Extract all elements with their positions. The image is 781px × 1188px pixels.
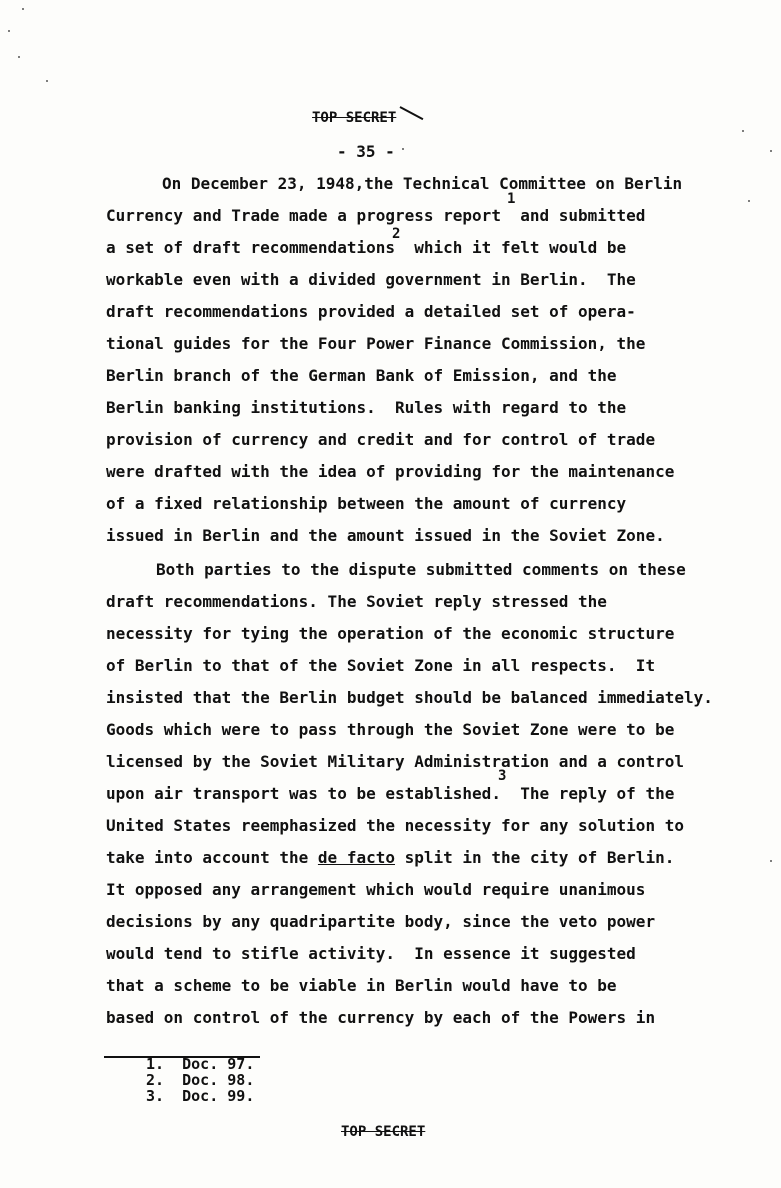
text-line: decisions by any quadripartite body, since the veto power [106, 912, 656, 931]
text-line: were drafted with the idea of providing for the maintenance [106, 462, 675, 481]
text-line: draft recommendations. The Soviet reply stressed the [106, 592, 607, 611]
text-line: Both parties to the dispute submitted comments on these [156, 560, 686, 579]
text-line: Berlin banking institutions. Rules with regard to the [106, 398, 627, 417]
scan-speck [770, 150, 772, 152]
page-number: - 35 - [337, 142, 395, 161]
text-line: of a fixed relationship between the amount of currency [106, 494, 627, 513]
text-line: that a scheme to be viable in Berlin would have to be [106, 976, 617, 995]
scan-speck [770, 860, 772, 862]
text-line: would tend to stifle activity. In essence it suggested [106, 944, 636, 963]
text-line: provision of currency and credit and for control of trade [106, 430, 656, 449]
text-line: Goods which were to pass through the Soviet Zone were to be [106, 720, 675, 739]
scan-speck [22, 8, 24, 10]
text-line: licensed by the Soviet Military Administration and a control [106, 752, 684, 771]
text-line: draft recommendations provided a detailed set of opera- [106, 302, 636, 321]
footnote-item: 1. Doc. 97. [146, 1055, 255, 1073]
text-line: necessity for tying the operation of the economic structure [106, 624, 675, 643]
scan-speck [402, 148, 404, 150]
scan-speck [8, 30, 10, 32]
scan-speck [742, 130, 744, 132]
scan-speck [46, 80, 48, 82]
footer-classification-stamp: TOP SECRET [341, 1124, 426, 1140]
text-line: On December 23, 1948,the Technical Committee on Berlin [162, 174, 683, 193]
footnote-mark-1: 1 [507, 191, 516, 207]
text-line: of Berlin to that of the Soviet Zone in all respects. It [106, 656, 656, 675]
emphasis-de-facto: de facto [317, 848, 395, 867]
text-line: It opposed any arrangement which would require unanimous [106, 880, 646, 899]
text-line: a set of draft recommendations which it felt would be [106, 238, 627, 257]
text-line: issued in Berlin and the amount issued in the Soviet Zone. [106, 526, 665, 545]
text-line: workable even with a divided government in Berlin. The [106, 270, 636, 289]
text-line: upon air transport was to be established. The reply of the [106, 784, 675, 803]
text-line: based on control of the currency by each of the Powers in [106, 1008, 656, 1027]
text-line: Currency and Trade made a progress report and submitted [106, 206, 646, 225]
footnote-item: 2. Doc. 98. [146, 1071, 255, 1089]
handwritten-stroke [393, 106, 423, 132]
scan-speck [18, 56, 20, 58]
text-line: insisted that the Berlin budget should be balanced immediately. [106, 688, 713, 707]
scan-speck [748, 200, 750, 202]
text-line: take into account the de facto split in the city of Berlin. [106, 848, 675, 867]
text-line: Berlin branch of the German Bank of Emission, and the [106, 366, 617, 385]
header-classification-stamp: TOP SECRET [312, 106, 424, 126]
footnote-mark-2: 2 [392, 226, 401, 242]
footnote-item: 3. Doc. 99. [146, 1087, 255, 1105]
footnote-mark-3: 3 [498, 768, 507, 784]
text-line: tional guides for the Four Power Finance Commission, the [106, 334, 646, 353]
text-line: United States reemphasized the necessity for any solution to [106, 816, 684, 835]
